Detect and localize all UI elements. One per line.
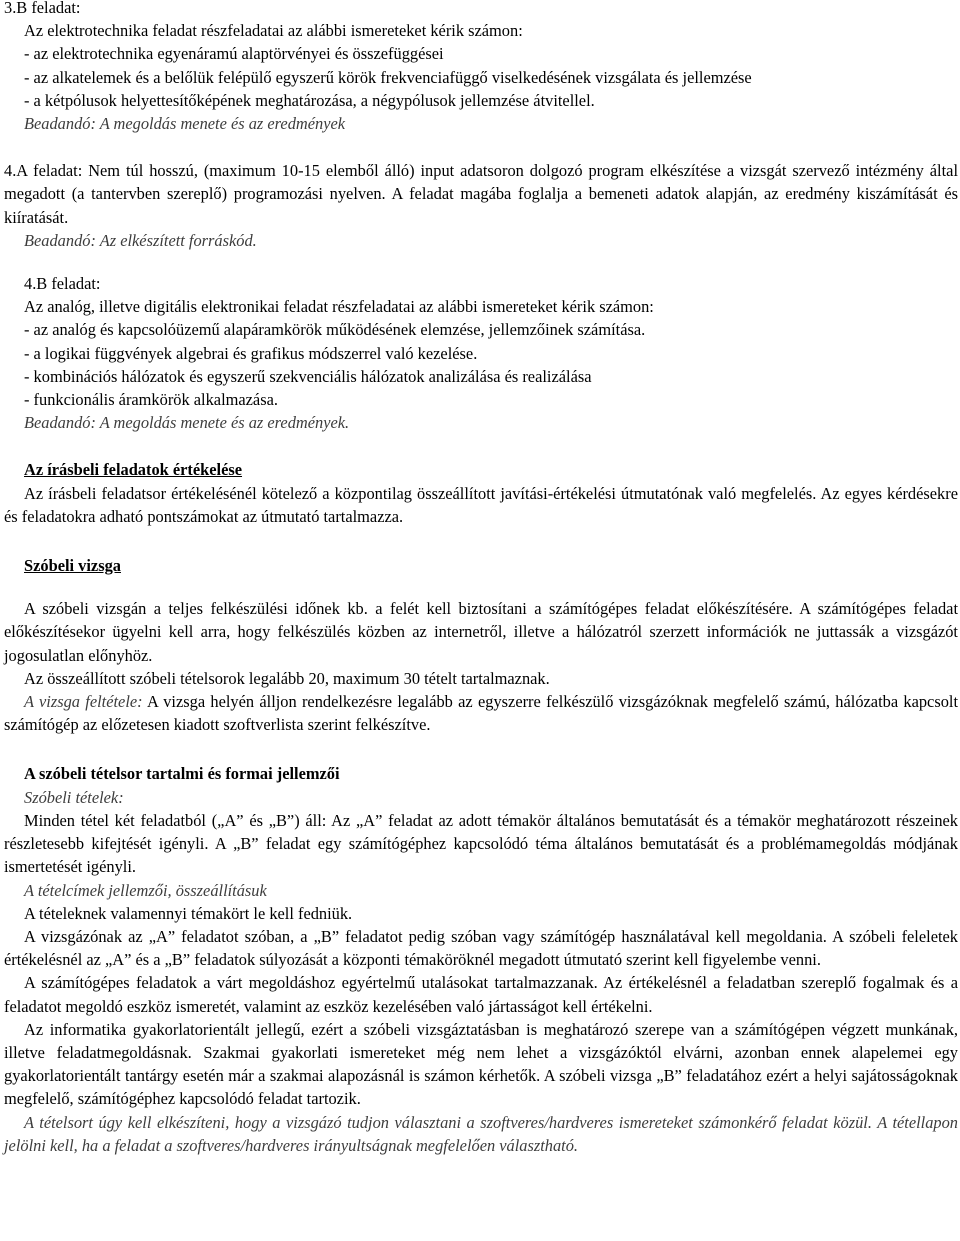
task-4b-line: Az analóg, illetve digitális elektronikai feladat részfeladatai az alábbi ismereteket kérik számon:	[24, 297, 654, 317]
task-4b-line: - a logikai függvények algebrai és grafikus módszerrel való kezelése.	[24, 343, 478, 363]
task-3b-line: - az elektrotechnika egyenáramú alaptörvényei és összefüggései	[24, 44, 444, 64]
evaluation-text: Az írásbeli feladatsor értékelésénél kötelező a központilag összeállított javítási-értékelési útmutatónak való megfelelés. Az egyes kérdésekre és feladatokra adható pontszámokat az útmutató tartalmazza.	[4, 483, 958, 526]
tetelsor-section	[4, 762, 958, 1156]
task-3b-title: 3.B feladat:	[4, 0, 81, 17]
task-3b-deliverable: Beadandó: A megoldás menete és az eredmények	[24, 114, 346, 134]
oral-exam-section	[4, 554, 958, 736]
oral-exam-condition-text: A vizsga helyén álljon rendelkezésre legalább az egyszerre felkészülő vizsgázóknak megfelelő számú, hálózatba kapcsolt számítógép az előzetesen kiadott szoftverlista szerint felkészítve.	[4, 692, 959, 735]
oral-exam-paragraph: Az összeállított szóbeli tételsorok legalább 20, maximum 30 tételt tartalmaznak.	[24, 668, 550, 688]
tetelsor-paragraph: A tételeknek valamennyi témakört le kell fedniük.	[24, 903, 353, 923]
oral-exam-paragraph: A szóbeli vizsgán a teljes felkészülési időnek kb. a felét kell biztosítani a számítógépes feladat előkészítésére. A számítógépes feladat előkészítésekor ügyelni kell arra, hogy felkészülés közben az internetről, illetve a hálózatról szerzett információk ne juttassák a vizsgázót jogosulatlan előnyhöz.	[4, 599, 958, 665]
task-3b-line: - az alkatelemek és a belőlük felépülő egyszerű körök frekvenciafüggő viselkedésének vizsgálata és jellemzése	[24, 67, 752, 87]
evaluation-section	[4, 458, 958, 528]
task-3b	[4, 0, 958, 135]
task-4b-title: 4.B feladat:	[24, 274, 101, 294]
task-4a-deliverable: Beadandó: Az elkészített forráskód.	[24, 230, 257, 250]
tetelsor-paragraph: Minden tétel két feladatból („A” és „B”) áll: Az „A” feladat az adott témakör általános bemutatását és a témakör meghatározott részeinek részletesebb kifejtését igényli. A „B” feladat egy számítógéphez kapcsolódó téma általános bemutatását és a problémamegoldás módjának ismertetését igényli.	[4, 810, 958, 877]
tetelsor-heading: A szóbeli tételsor tartalmi és formai jellemzői	[24, 764, 340, 784]
tetelsor-paragraph: A számítógépes feladatok a várt megoldáshoz egyértelmű utalásokat tartalmazzanak. Az értékelésnél a feladatban szereplő fogalmak és a feladatot megoldó eszköz ismeretét, valamint az eszköz kezelésében való jártasságot kell értékelni.	[4, 973, 958, 1016]
task-4b-line: - kombinációs hálózatok és egyszerű szekvenciális hálózatok analizálása és realizálása	[24, 366, 592, 386]
oral-exam-condition-label: A vizsga feltétele:	[24, 692, 143, 712]
task-3b-line: - a kétpólusok helyettesítőképének meghatározása, a négypólusok jellemzése átvitellel.	[24, 90, 595, 110]
evaluation-heading: Az írásbeli feladatok értékelése	[24, 460, 243, 480]
task-4b-line: - az analóg és kapcsolóüzemű alapáramkörök működésének elemzése, jellemzőinek számítása.	[24, 320, 646, 340]
tetelsor-paragraph: A vizsgázónak az „A” feladatot szóban, a „B” feladatot pedig szóban vagy számítógép használatával kell megoldania. A szóbeli feleletek értékelésnél az „A” és a „B” feladatok súlyozását a központi témaköröknél megadott útmutató szerint kell figyelembe venni.	[4, 926, 958, 970]
task-4a	[4, 159, 958, 252]
oral-exam-heading: Szóbeli vizsga	[24, 556, 121, 576]
task-4b-deliverable: Beadandó: A megoldás menete és az eredmények.	[24, 413, 350, 433]
task-4a-text: 4.A feladat: Nem túl hosszú, (maximum 10-15 elemből álló) input adatsoron dolgozó program elkészítése a vizsgát szervező intézmény által megadott (a tantervben szereplő) programozási nyelven. A feladat magába foglalja a bemeneti adatok alapján, az eredmény kiszámítását és kiíratását.	[4, 161, 958, 227]
task-4b	[4, 272, 958, 434]
oral-exam-condition	[4, 690, 958, 736]
tetelsor-paragraph: A tételsort úgy kell elkészíteni, hogy a vizsgázó tudjon választani a szoftveres/hardveres ismereteket számonkérő feladat közül. A tétellapon jelölni kell, ha a feladat a szoftveres/hardveres irányultságnak megfelelően választható.	[4, 1112, 958, 1155]
tetelsor-subheading: A tételcímek jellemzői, összeállításuk	[24, 880, 267, 900]
page-content	[4, 0, 958, 1157]
tetelsor-subheading: Szóbeli tételek:	[24, 787, 124, 807]
task-3b-line: Az elektrotechnika feladat részfeladatai az alábbi ismereteket kérik számon:	[24, 21, 523, 41]
task-4b-line: - funkcionális áramkörök alkalmazása.	[24, 390, 278, 410]
tetelsor-paragraph: Az informatika gyakorlatorientált jellegű, ezért a szóbeli vizsgáztatásban is meghatározó szerepe van a számítógépen végzett munkának, illetve feladatmegoldásnak. Szakmai gyakorlati ismereteket még nem lehet a vizsgázóktól elvárni, azonban ennek alapelemei egy gyakorlatorientált tantárgy esetén már a szakmai alapozásnál is számon kérhetők. A szóbeli vizsga „B” feladatához ezért a helyi sajátosságoknak megfelelő, számítógéphez kapcsolódó feladat tartozik.	[4, 1019, 958, 1109]
